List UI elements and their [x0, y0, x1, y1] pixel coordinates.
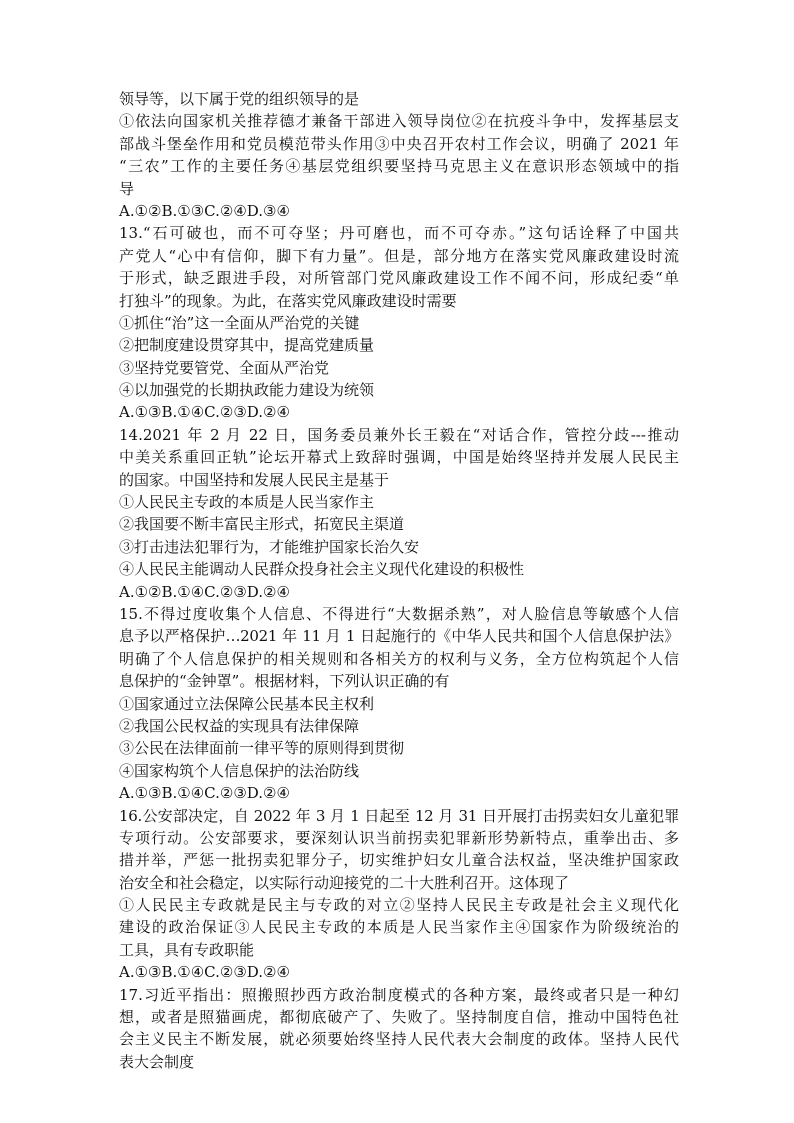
option-line: ④以加强党的长期执政能力建设为统领 [119, 381, 375, 400]
question-15-stem: 息保护的“金钟罩”。根据材料，下列认识正确的有 [119, 672, 450, 691]
option-line: 导 [119, 179, 135, 198]
option-line: ②我国要不断丰富民主形式，拓宽民主渠道 [119, 515, 405, 534]
question-16-stem: 专项行动。公安部要求，要深刻认识当前拐卖犯罪新形势新特点，重拳出击、多 [119, 828, 679, 847]
option-line: ④国家构筑个人信息保护的法治防线 [119, 761, 360, 780]
answer-choices: A.①②B.①④C.②③D.②④ [119, 582, 290, 601]
option-line: ①国家通过立法保障公民基本民主权利 [119, 694, 375, 713]
question-14-stem: 的国家。中国坚持和发展人民民主是基于 [119, 470, 390, 489]
question-13-stem: 打独斗”的现象。为此，在落实党风廉政建设时需要 [119, 291, 457, 310]
option-line: ③打击违法犯罪行为，才能维护国家长治久安 [119, 537, 420, 556]
answer-choices: A.①③B.①④C.②③D.②④ [119, 403, 290, 422]
option-line: ④人民民主能调动人民群众投身社会主义现代化建设的积极性 [119, 560, 525, 579]
answer-choices: A.①②B.①③C.②④D.③④ [119, 201, 290, 220]
question-15-stem: 息予以严格保护…2021 年 11 月 1 日起施行的《中华人民共和国个人信息保护法》 [119, 627, 679, 646]
option-line: 工具，具有专政职能 [119, 940, 255, 959]
question-15-stem: 明确了个人信息保护的相关规则和各相关方的权利与义务，全方位构筑起个人信 [119, 649, 679, 668]
option-line: ③公民在法律面前一律平等的原则得到贯彻 [119, 739, 405, 758]
option-line: ②把制度建设贯穿其中，提高党建质量 [119, 336, 375, 355]
option-line: 部战斗堡垒作用和党员模范带头作用③中央召开农村工作会议，明确了 2021 年 [119, 134, 679, 153]
option-line: ①依法向国家机关推荐德才兼备干部进入领导岗位②在抗疫斗争中，发挥基层支 [119, 112, 679, 131]
option-line: 建设的政治保证③人民民主专政的本质是人民当家作主④国家作为阶级统治的 [119, 918, 679, 937]
question-14-stem: 14.2021 年 2 月 22 日，国务委员兼外长王毅在“对话合作，管控分歧---推动 [119, 425, 679, 444]
option-line: ②我国公民权益的实现具有法律保障 [119, 716, 360, 735]
question-17-stem: 表大会制度 [119, 1052, 195, 1071]
option-line: “三农”工作的主要任务④基层党组织要坚持马克思主义在意识形态领域中的指 [119, 157, 679, 176]
question-13-stem: 13.“石可破也，而不可夺坚；丹可磨也，而不可夺赤。”这句话诠释了中国共 [119, 224, 679, 243]
question-13-stem: 于形式，缺乏跟进手段，对所管部门党风廉政建设工作不闻不问，形成纪委“单 [119, 269, 679, 288]
question-16-stem: 治安全和社会稳定，以实际行动迎接党的二十大胜利召开。这体现了 [119, 873, 570, 892]
option-line: ①人民民主专政就是民主与专政的对立②坚持人民民主专政是社会主义现代化 [119, 896, 679, 915]
document-body [119, 88, 679, 1073]
question-17-stem: 想，或者是照猫画虎，都彻底破产了、失败了。坚持制度自信，推动中国特色社 [119, 1008, 679, 1027]
question-17-stem: 会主义民主不断发展，就必须要始终坚持人民代表大会制度的政体。坚持人民代 [119, 1030, 679, 1049]
question-15-stem: 15.不得过度收集个人信息、不得进行“大数据杀熟”，对人脸信息等敏感个人信 [119, 604, 679, 623]
question-16-stem: 措并举，严惩一批拐卖犯罪分子，切实维护妇女儿童合法权益，坚决维护国家政 [119, 851, 679, 870]
question-14-stem: 中美关系重回正轨”论坛开幕式上致辞时强调，中国是始终坚持并发展人民民主 [119, 448, 679, 467]
question-13-stem: 产党人“心中有信仰，脚下有力量”。但是，部分地方在落实党风廉政建设时流 [119, 246, 679, 265]
option-line: ①人民民主专政的本质是人民当家作主 [119, 493, 375, 512]
question-17-stem: 17.习近平指出：照搬照抄西方政治制度模式的各种方案，最终或者只是一种幻 [119, 985, 679, 1004]
text-line: 领导等，以下属于党的组织领导的是 [119, 90, 360, 108]
option-line: ③坚持党要管党、全面从严治党 [119, 358, 330, 377]
answer-choices: A.①③B.①④C.②③D.②④ [119, 963, 290, 982]
answer-choices: A.①③B.①④C.②③D.②④ [119, 784, 290, 803]
option-line: ①抓住“治”这一全面从严治党的关键 [119, 313, 360, 332]
question-16-stem: 16.公安部决定，自 2022 年 3 月 1 日起至 12 月 31 日开展打击拐卖妇女儿童犯罪 [119, 806, 679, 825]
